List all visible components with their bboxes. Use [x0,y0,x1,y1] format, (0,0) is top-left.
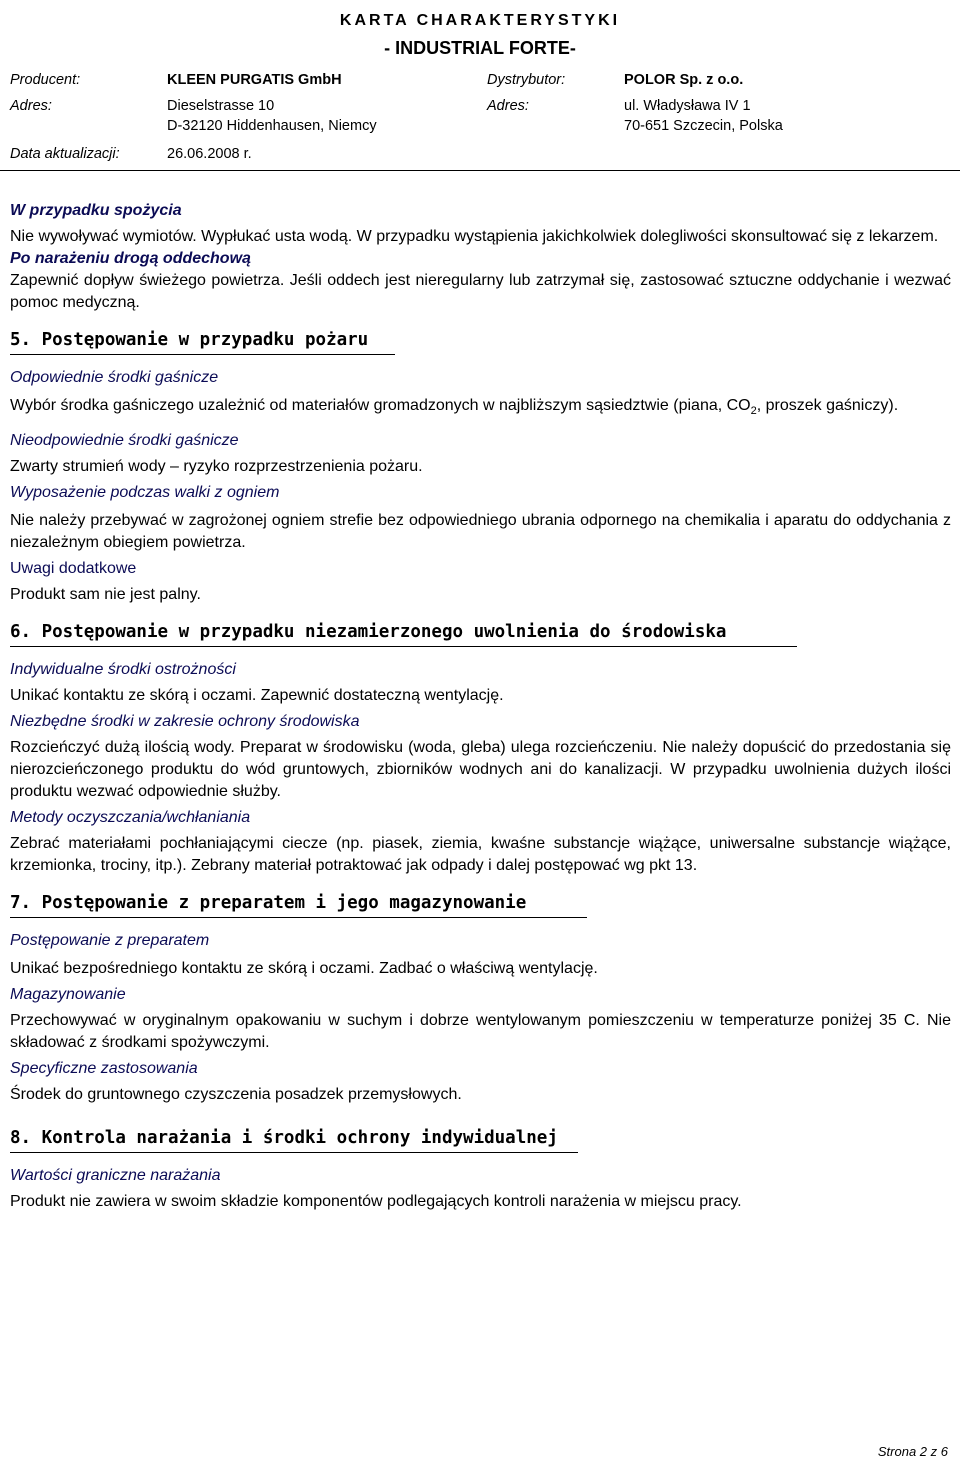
unsuitable-media-text: Zwarty strumień wody – ryzyko rozprzestrzenienia pożaru. [10,458,423,476]
exposure-limits-text: Produkt nie zawiera w swoim składzie komponentów podlegających kontroli narażenia w miejscu pracy. [10,1193,742,1211]
ingestion-text: Nie wywoływać wymiotów. Wypłukać usta wodą. W przypadku wystąpienia jakichkolwiek dolegliwości skonsultować się z lekarzem. [10,228,939,245]
handling-title: Postępowanie z preparatem [10,932,210,950]
env-precautions-title: Niezbędne środki w zakresie ochrony środowiska [10,713,360,731]
ingestion-title: W przypadku spożycia [10,202,182,219]
page-number: Strona 2 z 6 [877,1444,948,1459]
producer-address-line2: D-32120 Hiddenhausen, Niemcy [167,118,377,134]
specific-uses-text: Środek do gruntownego czyszczenia posadzek przemysłowych. [10,1086,462,1104]
section-6-heading-wrap [10,620,797,647]
product-name: - INDUSTRIAL FORTE- [384,38,576,58]
suitable-media-title: Odpowiednie środki gaśnicze [10,369,219,386]
inhalation-text: Zapewnić dopływ świeżego powietrza. Jeśli oddech jest nieregularny lub zatrzymał się, zastosować sztuczne oddychanie i wezwać pomoc medyczną. [10,272,951,311]
suitable-media-text [10,395,951,422]
section-5-heading-wrap [10,328,395,355]
distributor-address-line2: 70-651 Szczecin, Polska [624,118,783,134]
storage-text: Przechowywać w oryginalnym opakowaniu w suchym i dobrze wentylowanym pomieszczeniu w temperaturze poniżej 35 C. Nie składować z środkami spożywczymi. [10,1012,951,1052]
section-5-heading: 5. Postępowanie w przypadku pożaru [10,330,369,350]
cleanup-methods-title: Metody oczyszczania/wchłaniania [10,809,251,827]
fire-equipment-title: Wyposażenie podczas walki z ogniem [10,484,280,502]
cleanup-methods-text: Zebrać materiałami pochłaniającymi ciecze (np. piasek, ziemia, kwaśne substancje wiążące, uniwersalne substancje wiążące, krzemionka, trociny, itp.). Zebrany materiał potraktować jak odpady i dalej postępować wg pkt 13. [10,835,951,875]
unsuitable-media-title: Nieodpowiednie środki gaśnicze [10,432,239,450]
remarks-text: Produkt sam nie jest palny. [10,586,201,604]
producer-label: Producent: [10,72,81,88]
storage-title: Magazynowanie [10,986,126,1004]
personal-precautions-title: Indywidualne środki ostrożności [10,661,236,679]
distributor-label: Dystrybutor: [487,72,566,88]
section-8-heading: 8. Kontrola narażania i środki ochrony indywidualnej [10,1128,558,1149]
producer-address-line1: Dieselstrasse 10 [167,98,275,114]
distributor-address-line1: ul. Władysława IV 1 [624,98,751,114]
update-date: 26.06.2008 r. [167,146,252,162]
handling-text: Unikać bezpośredniego kontaktu ze skórą i oczami. Zadbać o właściwą wentylację. [10,960,598,978]
producer-address-label: Adres: [10,98,52,114]
exposure-limits-title: Wartości graniczne narażania [10,1167,221,1185]
suitable-media-text-a: Wybór środka gaśniczego uzależnić od materiałów gromadzonych w najbliższym sąsiedztwie (piana, CO [10,397,751,414]
fire-equipment-text: Nie należy przebywać w zagrożonej ogniem strefie bez odpowiedniego ubrania odpornego na chemikalia i aparatu do oddychania z niezależnym obiegiem powietrza. [10,512,951,552]
document-title: KARTA CHARAKTERYSTYKI [339,12,621,29]
distributor-name: POLOR Sp. z o.o. [624,72,744,88]
co2-subscript: 2 [750,405,757,418]
header-divider [0,170,960,171]
section-6-heading: 6. Postępowanie w przypadku niezamierzonego uwolnienia do środowiska [10,622,727,643]
personal-precautions-text: Unikać kontaktu ze skórą i oczami. Zapewnić dostateczną wentylację. [10,687,504,705]
env-precautions-text: Rozcieńczyć dużą ilością wody. Preparat w środowisku (woda, gleba) ulega rozcieńczeniu. Nie należy dopuścić do przedostania się nierozcieńczonego produktu do wód gruntowych, zbiorników wodnych ani do kanalizacji. W przypadku uwolnienia dużych ilości produktu wezwać odpowiednie służby. [10,739,951,801]
document-body [10,200,951,1213]
remarks-title: Uwagi dodatkowe [10,560,137,578]
inhalation-title: Po narażeniu drogą oddechową [10,250,251,267]
specific-uses-title: Specyficzne zastosowania [10,1060,198,1078]
section-7-heading-wrap [10,891,587,918]
distributor-address-label: Adres: [487,98,529,114]
section-7-heading: 7. Postępowanie z preparatem i jego magazynowanie [10,893,527,914]
section-8-heading-wrap [10,1126,578,1153]
update-label: Data aktualizacji: [10,146,120,162]
suitable-media-text-b: , proszek gaśniczy). [756,397,899,414]
producer-name: KLEEN PURGATIS GmbH [167,72,342,88]
